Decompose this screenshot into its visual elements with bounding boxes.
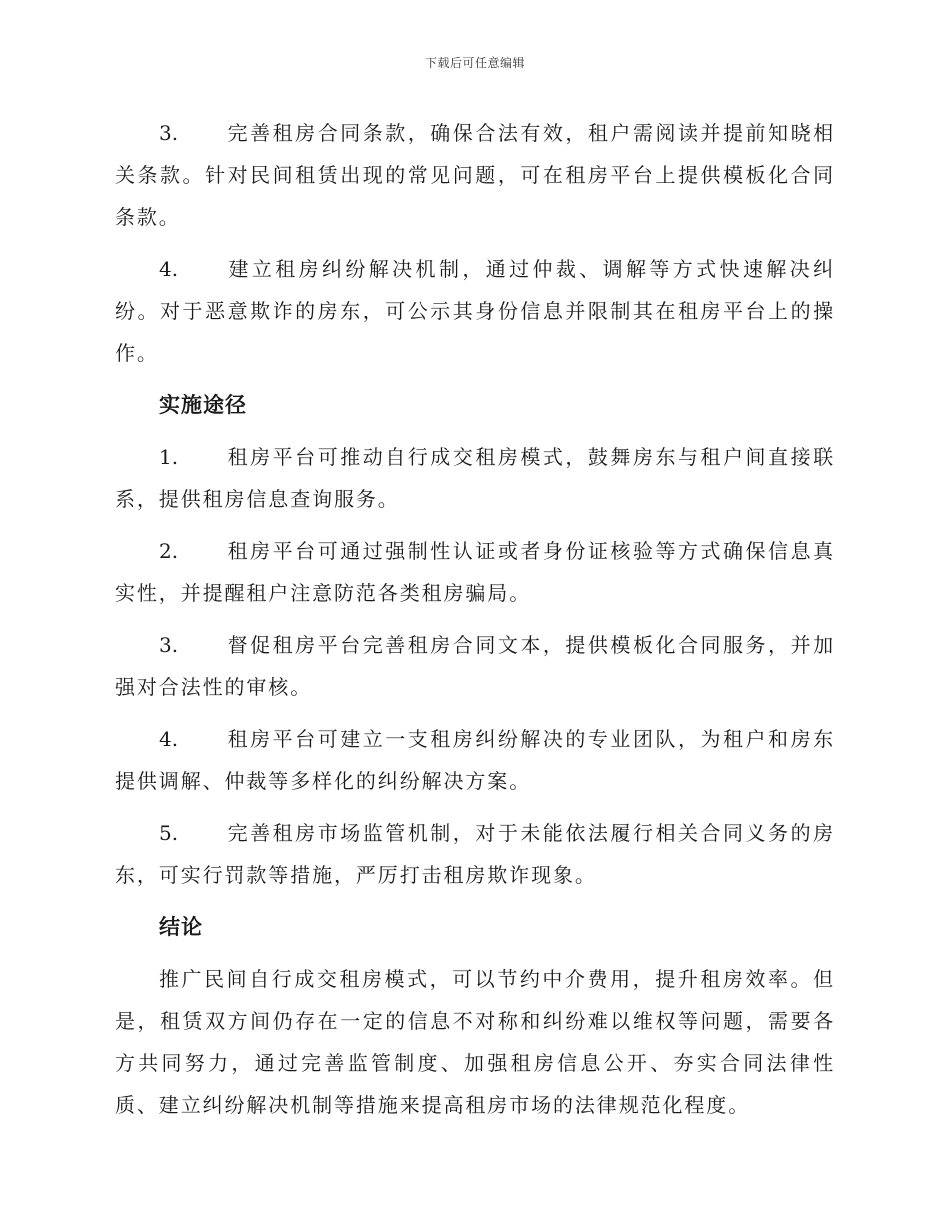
list-text: 租房平台可推动自行成交租房模式，鼓舞房东与租户间直接联系，提供租房信息查询服务。 — [115, 445, 835, 511]
list-item — [115, 112, 835, 238]
conclusion-paragraph: 推广民间自行成交租房模式，可以节约中介费用，提升租房效率。但是，租赁双方间仍存在一定的信息不对称和纠纷难以维权等问题，需要各方共同努力，通过完善监管制度、加强租房信息公开、夯实合同法律性质、建立纠纷解决机制等措施来提高租房市场的法律规范化程度。 — [115, 967, 835, 1117]
list-item — [115, 812, 835, 896]
list-text: 督促租房平台完善租房合同文本，提供模板化合同服务，并加强对合法性的审核。 — [115, 633, 835, 699]
section-heading-implementation: 实施途径 — [159, 392, 247, 417]
list-text: 租房平台可通过强制性认证或者身份证核验等方式确保信息真实性，并提醒租户注意防范各类租房骗局。 — [115, 539, 835, 605]
list-item — [115, 530, 835, 614]
list-text: 完善租房市场监管机制，对于未能依法履行相关合同义务的房东，可实行罚款等措施，严厉打击租房欺诈现象。 — [115, 821, 835, 887]
list-item — [115, 248, 835, 374]
list-number: 4. — [159, 257, 179, 281]
page-header: 下载后可任意编辑 — [424, 56, 525, 70]
list-item — [115, 624, 835, 708]
document-body — [115, 112, 835, 1126]
list-number: 4. — [159, 727, 179, 751]
list-number: 1. — [159, 445, 179, 469]
list-text: 完善租房合同条款，确保合法有效，租户需阅读并提前知晓相关条款。针对民间租赁出现的常见问题，可在租房平台上提供模板化合同条款。 — [115, 121, 835, 229]
list-text: 建立租房纠纷解决机制，通过仲裁、调解等方式快速解决纠纷。对于恶意欺诈的房东，可公示其身份信息并限制其在租房平台上的操作。 — [115, 257, 835, 365]
list-number: 5. — [159, 821, 179, 845]
list-number: 2. — [159, 539, 179, 563]
list-number: 3. — [159, 633, 179, 657]
list-item — [115, 718, 835, 802]
list-number: 3. — [159, 121, 179, 145]
section-heading-conclusion: 结论 — [159, 914, 203, 939]
list-item — [115, 436, 835, 520]
list-text: 租房平台可建立一支租房纠纷解决的专业团队，为租户和房东提供调解、仲裁等多样化的纠纷解决方案。 — [115, 727, 835, 793]
